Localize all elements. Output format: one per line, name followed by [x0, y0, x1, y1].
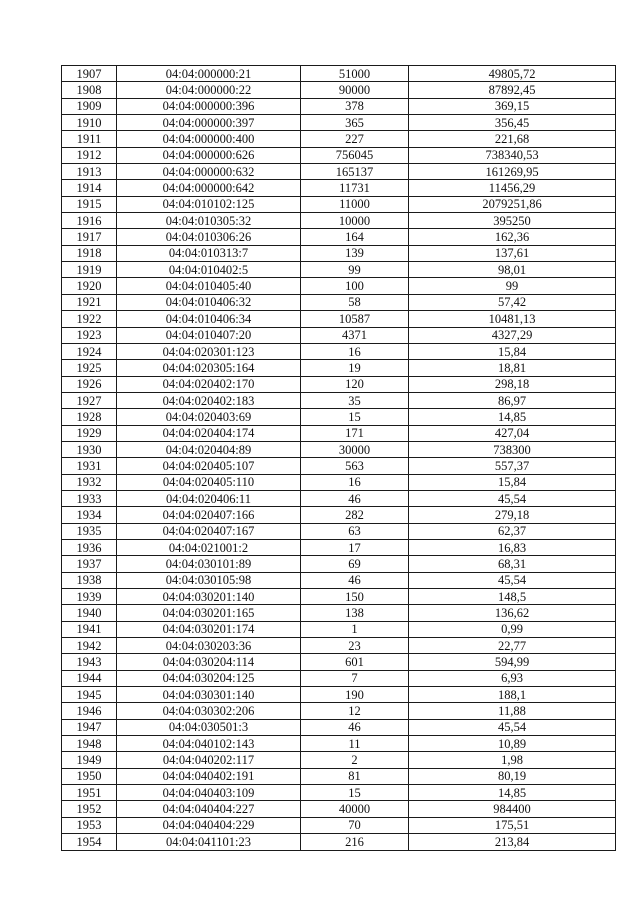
- row-number-cell: 1941: [62, 621, 117, 637]
- cadastral-number-cell: 04:04:010402:5: [117, 262, 301, 278]
- table-row: [62, 180, 616, 196]
- table-row: [62, 539, 616, 555]
- row-number-cell: 1954: [62, 834, 117, 850]
- row-number-cell: 1929: [62, 425, 117, 441]
- value-cell: 984400: [409, 801, 616, 817]
- row-number-cell: 1938: [62, 572, 117, 588]
- area-cell: 16: [301, 343, 409, 359]
- value-cell: 356,45: [409, 115, 616, 131]
- row-number-cell: 1950: [62, 768, 117, 784]
- cadastral-number-cell: 04:04:010313:7: [117, 245, 301, 261]
- row-number-cell: 1917: [62, 229, 117, 245]
- table-row: [62, 262, 616, 278]
- table-row: [62, 213, 616, 229]
- cadastral-number-cell: 04:04:030105:98: [117, 572, 301, 588]
- row-number-cell: 1914: [62, 180, 117, 196]
- cadastral-number-cell: 04:04:020301:123: [117, 343, 301, 359]
- cadastral-number-cell: 04:04:021001:2: [117, 539, 301, 555]
- cadastral-number-cell: 04:04:020404:89: [117, 441, 301, 457]
- area-cell: 756045: [301, 147, 409, 163]
- row-number-cell: 1928: [62, 409, 117, 425]
- table-row: [62, 817, 616, 833]
- area-cell: 601: [301, 654, 409, 670]
- row-number-cell: 1921: [62, 294, 117, 310]
- row-number-cell: 1926: [62, 376, 117, 392]
- row-number-cell: 1942: [62, 638, 117, 654]
- value-cell: 15,84: [409, 474, 616, 490]
- area-cell: 12: [301, 703, 409, 719]
- row-number-cell: 1911: [62, 131, 117, 147]
- row-number-cell: 1947: [62, 719, 117, 735]
- table-row: [62, 245, 616, 261]
- cadastral-number-cell: 04:04:010102:125: [117, 196, 301, 212]
- cadastral-number-cell: 04:04:030201:140: [117, 589, 301, 605]
- area-cell: 11: [301, 736, 409, 752]
- table-row: [62, 490, 616, 506]
- area-cell: 190: [301, 687, 409, 703]
- cadastral-number-cell: 04:04:040102:143: [117, 736, 301, 752]
- cadastral-number-cell: 04:04:010305:32: [117, 213, 301, 229]
- area-cell: 10000: [301, 213, 409, 229]
- area-cell: 46: [301, 490, 409, 506]
- area-cell: 7: [301, 670, 409, 686]
- table-row: [62, 343, 616, 359]
- cadastral-number-cell: 04:04:030302:206: [117, 703, 301, 719]
- value-cell: 557,37: [409, 458, 616, 474]
- row-number-cell: 1931: [62, 458, 117, 474]
- table-row: [62, 703, 616, 719]
- row-number-cell: 1939: [62, 589, 117, 605]
- value-cell: 221,68: [409, 131, 616, 147]
- value-cell: 49805,72: [409, 66, 616, 82]
- value-cell: 45,54: [409, 719, 616, 735]
- table-row: [62, 360, 616, 376]
- table-row: [62, 736, 616, 752]
- row-number-cell: 1940: [62, 605, 117, 621]
- value-cell: 22,77: [409, 638, 616, 654]
- area-cell: 164: [301, 229, 409, 245]
- area-cell: 1: [301, 621, 409, 637]
- value-cell: 11456,29: [409, 180, 616, 196]
- cadastral-number-cell: 04:04:041101:23: [117, 834, 301, 850]
- table-row: [62, 670, 616, 686]
- value-cell: 62,37: [409, 523, 616, 539]
- value-cell: 16,83: [409, 539, 616, 555]
- area-cell: 2: [301, 752, 409, 768]
- row-number-cell: 1934: [62, 507, 117, 523]
- area-cell: 15: [301, 785, 409, 801]
- row-number-cell: 1943: [62, 654, 117, 670]
- row-number-cell: 1923: [62, 327, 117, 343]
- row-number-cell: 1910: [62, 115, 117, 131]
- value-cell: 279,18: [409, 507, 616, 523]
- cadastral-number-cell: 04:04:020403:69: [117, 409, 301, 425]
- cadastral-number-cell: 04:04:030301:140: [117, 687, 301, 703]
- area-cell: 63: [301, 523, 409, 539]
- table-row: [62, 556, 616, 572]
- table-row: [62, 621, 616, 637]
- value-cell: 298,18: [409, 376, 616, 392]
- value-cell: 162,36: [409, 229, 616, 245]
- row-number-cell: 1907: [62, 66, 117, 82]
- value-cell: 738300: [409, 441, 616, 457]
- area-cell: 282: [301, 507, 409, 523]
- value-cell: 87892,45: [409, 82, 616, 98]
- row-number-cell: 1913: [62, 164, 117, 180]
- area-cell: 70: [301, 817, 409, 833]
- cadastral-number-cell: 04:04:040404:229: [117, 817, 301, 833]
- value-cell: 369,15: [409, 98, 616, 114]
- row-number-cell: 1920: [62, 278, 117, 294]
- cadastral-number-cell: 04:04:000000:22: [117, 82, 301, 98]
- cadastral-number-cell: 04:04:000000:632: [117, 164, 301, 180]
- row-number-cell: 1908: [62, 82, 117, 98]
- row-number-cell: 1925: [62, 360, 117, 376]
- table-row: [62, 638, 616, 654]
- table-row: [62, 572, 616, 588]
- value-cell: 10,89: [409, 736, 616, 752]
- cadastral-number-cell: 04:04:020406:11: [117, 490, 301, 506]
- area-cell: 563: [301, 458, 409, 474]
- cadastral-number-cell: 04:04:020407:166: [117, 507, 301, 523]
- table-body: [62, 66, 616, 851]
- value-cell: 0,99: [409, 621, 616, 637]
- land-plot-table: [61, 65, 616, 851]
- area-cell: 165137: [301, 164, 409, 180]
- row-number-cell: 1949: [62, 752, 117, 768]
- table-row: [62, 507, 616, 523]
- value-cell: 57,42: [409, 294, 616, 310]
- area-cell: 81: [301, 768, 409, 784]
- value-cell: 395250: [409, 213, 616, 229]
- cadastral-number-cell: 04:04:030201:174: [117, 621, 301, 637]
- value-cell: 11,88: [409, 703, 616, 719]
- row-number-cell: 1936: [62, 539, 117, 555]
- row-number-cell: 1952: [62, 801, 117, 817]
- cadastral-number-cell: 04:04:040404:227: [117, 801, 301, 817]
- row-number-cell: 1909: [62, 98, 117, 114]
- row-number-cell: 1946: [62, 703, 117, 719]
- value-cell: 594,99: [409, 654, 616, 670]
- value-cell: 2079251,86: [409, 196, 616, 212]
- cadastral-number-cell: 04:04:030101:89: [117, 556, 301, 572]
- cadastral-number-cell: 04:04:020404:174: [117, 425, 301, 441]
- value-cell: 99: [409, 278, 616, 294]
- table-row: [62, 392, 616, 408]
- row-number-cell: 1937: [62, 556, 117, 572]
- value-cell: 45,54: [409, 572, 616, 588]
- value-cell: 136,62: [409, 605, 616, 621]
- row-number-cell: 1933: [62, 490, 117, 506]
- row-number-cell: 1912: [62, 147, 117, 163]
- table-row: [62, 131, 616, 147]
- area-cell: 17: [301, 539, 409, 555]
- table-row: [62, 147, 616, 163]
- table-row: [62, 327, 616, 343]
- area-cell: 227: [301, 131, 409, 147]
- cadastral-number-cell: 04:04:020405:110: [117, 474, 301, 490]
- table-row: [62, 687, 616, 703]
- area-cell: 120: [301, 376, 409, 392]
- table-row: [62, 523, 616, 539]
- cadastral-number-cell: 04:04:040403:109: [117, 785, 301, 801]
- table-row: [62, 229, 616, 245]
- cadastral-number-cell: 04:04:000000:400: [117, 131, 301, 147]
- table-row: [62, 474, 616, 490]
- table-row: [62, 409, 616, 425]
- value-cell: 137,61: [409, 245, 616, 261]
- area-cell: 30000: [301, 441, 409, 457]
- table-row: [62, 82, 616, 98]
- area-cell: 46: [301, 719, 409, 735]
- row-number-cell: 1932: [62, 474, 117, 490]
- cadastral-number-cell: 04:04:030201:165: [117, 605, 301, 621]
- row-number-cell: 1944: [62, 670, 117, 686]
- cadastral-number-cell: 04:04:030501:3: [117, 719, 301, 735]
- area-cell: 69: [301, 556, 409, 572]
- row-number-cell: 1930: [62, 441, 117, 457]
- value-cell: 10481,13: [409, 311, 616, 327]
- value-cell: 14,85: [409, 785, 616, 801]
- table-row: [62, 425, 616, 441]
- table-row: [62, 719, 616, 735]
- value-cell: 86,97: [409, 392, 616, 408]
- table-row: [62, 654, 616, 670]
- area-cell: 46: [301, 572, 409, 588]
- value-cell: 161269,95: [409, 164, 616, 180]
- table-row: [62, 294, 616, 310]
- area-cell: 11731: [301, 180, 409, 196]
- value-cell: 175,51: [409, 817, 616, 833]
- area-cell: 139: [301, 245, 409, 261]
- row-number-cell: 1927: [62, 392, 117, 408]
- value-cell: 15,84: [409, 343, 616, 359]
- row-number-cell: 1915: [62, 196, 117, 212]
- area-cell: 51000: [301, 66, 409, 82]
- table-row: [62, 834, 616, 850]
- area-cell: 10587: [301, 311, 409, 327]
- row-number-cell: 1945: [62, 687, 117, 703]
- value-cell: 18,81: [409, 360, 616, 376]
- table-row: [62, 98, 616, 114]
- area-cell: 150: [301, 589, 409, 605]
- area-cell: 4371: [301, 327, 409, 343]
- cadastral-number-cell: 04:04:000000:396: [117, 98, 301, 114]
- table-row: [62, 164, 616, 180]
- area-cell: 90000: [301, 82, 409, 98]
- row-number-cell: 1918: [62, 245, 117, 261]
- value-cell: 1,98: [409, 752, 616, 768]
- table-row: [62, 311, 616, 327]
- cadastral-number-cell: 04:04:010407:20: [117, 327, 301, 343]
- value-cell: 68,31: [409, 556, 616, 572]
- value-cell: 6,93: [409, 670, 616, 686]
- value-cell: 45,54: [409, 490, 616, 506]
- table-row: [62, 785, 616, 801]
- cadastral-number-cell: 04:04:030204:114: [117, 654, 301, 670]
- cadastral-number-cell: 04:04:010406:32: [117, 294, 301, 310]
- cadastral-number-cell: 04:04:000000:21: [117, 66, 301, 82]
- row-number-cell: 1916: [62, 213, 117, 229]
- row-number-cell: 1953: [62, 817, 117, 833]
- area-cell: 171: [301, 425, 409, 441]
- area-cell: 15: [301, 409, 409, 425]
- table-row: [62, 589, 616, 605]
- cadastral-number-cell: 04:04:010406:34: [117, 311, 301, 327]
- cadastral-number-cell: 04:04:010306:26: [117, 229, 301, 245]
- cadastral-number-cell: 04:04:000000:626: [117, 147, 301, 163]
- row-number-cell: 1919: [62, 262, 117, 278]
- area-cell: 378: [301, 98, 409, 114]
- cadastral-number-cell: 04:04:020402:183: [117, 392, 301, 408]
- table-row: [62, 458, 616, 474]
- value-cell: 80,19: [409, 768, 616, 784]
- table-row: [62, 752, 616, 768]
- cadastral-number-cell: 04:04:000000:642: [117, 180, 301, 196]
- value-cell: 148,5: [409, 589, 616, 605]
- row-number-cell: 1948: [62, 736, 117, 752]
- table-row: [62, 441, 616, 457]
- table-row: [62, 605, 616, 621]
- area-cell: 35: [301, 392, 409, 408]
- value-cell: 4327,29: [409, 327, 616, 343]
- value-cell: 14,85: [409, 409, 616, 425]
- cadastral-number-cell: 04:04:020405:107: [117, 458, 301, 474]
- area-cell: 40000: [301, 801, 409, 817]
- area-cell: 11000: [301, 196, 409, 212]
- table-row: [62, 801, 616, 817]
- table-row: [62, 196, 616, 212]
- value-cell: 738340,53: [409, 147, 616, 163]
- value-cell: 98,01: [409, 262, 616, 278]
- table-row: [62, 115, 616, 131]
- value-cell: 188,1: [409, 687, 616, 703]
- row-number-cell: 1951: [62, 785, 117, 801]
- cadastral-number-cell: 04:04:000000:397: [117, 115, 301, 131]
- area-cell: 138: [301, 605, 409, 621]
- area-cell: 23: [301, 638, 409, 654]
- area-cell: 99: [301, 262, 409, 278]
- cadastral-number-cell: 04:04:020402:170: [117, 376, 301, 392]
- area-cell: 100: [301, 278, 409, 294]
- table-row: [62, 376, 616, 392]
- row-number-cell: 1922: [62, 311, 117, 327]
- row-number-cell: 1935: [62, 523, 117, 539]
- value-cell: 427,04: [409, 425, 616, 441]
- cadastral-number-cell: 04:04:010405:40: [117, 278, 301, 294]
- area-cell: 16: [301, 474, 409, 490]
- table-row: [62, 278, 616, 294]
- cadastral-number-cell: 04:04:020407:167: [117, 523, 301, 539]
- table-row: [62, 66, 616, 82]
- cadastral-number-cell: 04:04:030203:36: [117, 638, 301, 654]
- cadastral-number-cell: 04:04:040402:191: [117, 768, 301, 784]
- row-number-cell: 1924: [62, 343, 117, 359]
- cadastral-number-cell: 04:04:040202:117: [117, 752, 301, 768]
- area-cell: 19: [301, 360, 409, 376]
- area-cell: 365: [301, 115, 409, 131]
- cadastral-number-cell: 04:04:020305:164: [117, 360, 301, 376]
- area-cell: 216: [301, 834, 409, 850]
- cadastral-number-cell: 04:04:030204:125: [117, 670, 301, 686]
- table-row: [62, 768, 616, 784]
- area-cell: 58: [301, 294, 409, 310]
- value-cell: 213,84: [409, 834, 616, 850]
